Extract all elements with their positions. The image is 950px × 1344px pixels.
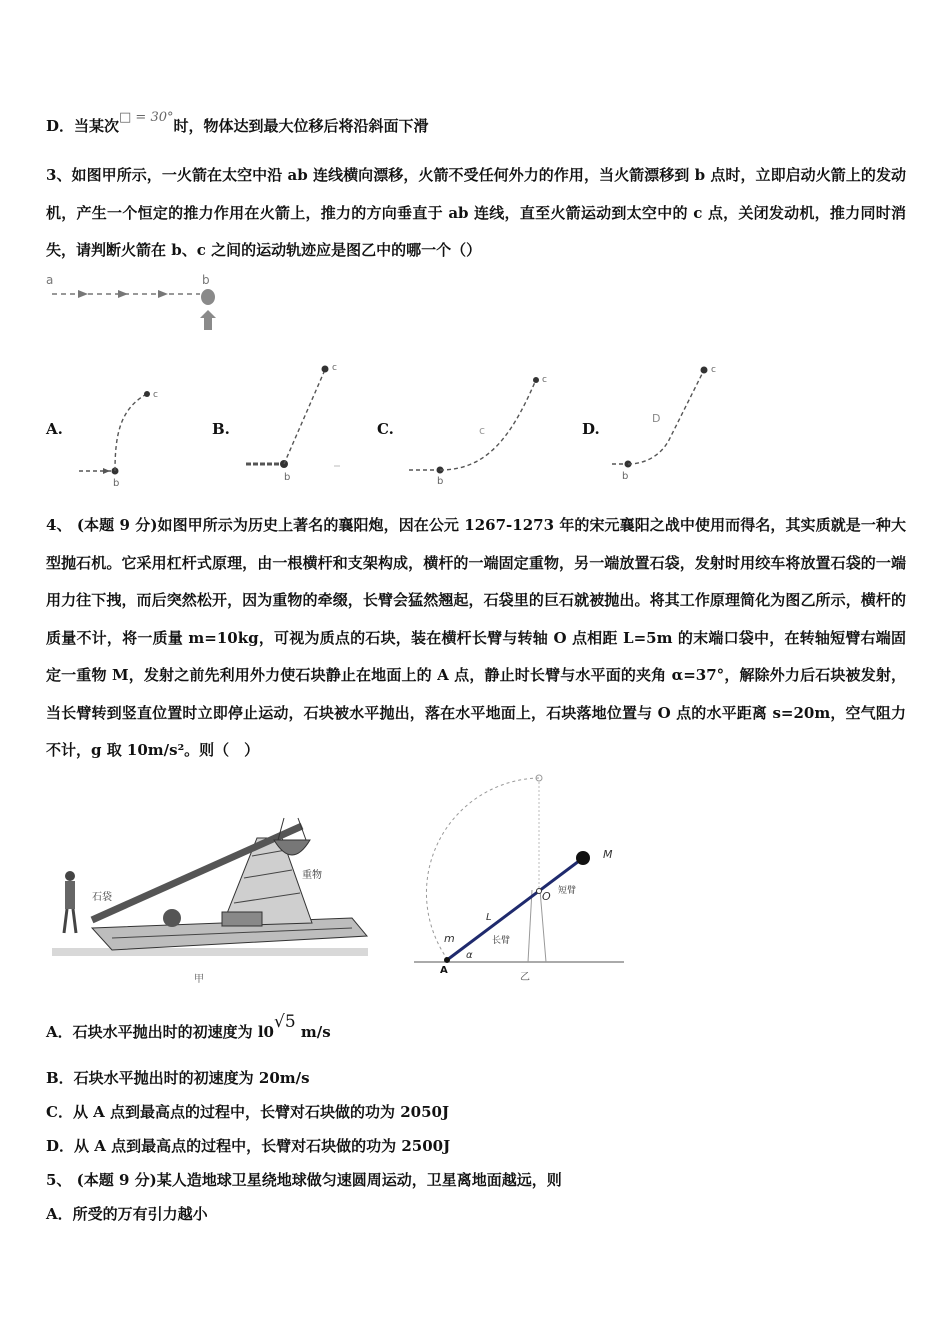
q3-arrow-1 — [78, 290, 88, 298]
q3-option-b-label[interactable]: B. — [212, 420, 230, 438]
q2-option-d — [46, 110, 429, 136]
q3-option-a-path[interactable] — [75, 385, 165, 490]
q4-figure-yi — [410, 770, 640, 985]
q2-option-d-prefix: D．当某次 — [46, 117, 120, 135]
q3-stem: 3、如图甲所示，一火箭在太空中沿 ab 连线横向漂移，火箭不受任何外力的作用，当火箭漂移到 b 点时，立即启动火箭上的发动机，产生一个恒定的推力作用在火箭上，推力的方向垂直于 ab 连线，直至火箭运动到太空中的 c 点，关闭发动机，推力同时消失，请判断火箭在 b、c 之间的运动轨迹应是图乙中的哪一个（） — [46, 166, 906, 259]
q4-label-M: M — [603, 848, 613, 861]
q4-label-alpha: α — [466, 950, 473, 961]
svg-text:c: c — [711, 365, 716, 375]
q3-option-b-path[interactable] — [242, 358, 352, 488]
q2-option-d-suffix: 时，物体达到最大位移后将沿斜面下滑 — [173, 117, 429, 135]
q5-stem: 5、 (本题 9 分)某人造地球卫星绕地球做匀速圆周运动，卫星离地面越远，则 — [46, 1171, 562, 1189]
q3-option-d-mark: D — [652, 412, 661, 425]
q4-option-c[interactable]: C．从 A 点到最高点的过程中，长臂对石块做的功为 2050J — [46, 1103, 450, 1121]
q4-label-O: O — [542, 890, 551, 903]
q4-option-d[interactable]: D．从 A 点到最高点的过程中，长臂对石块做的功为 2500J — [46, 1137, 451, 1155]
q3-rocket — [201, 289, 215, 305]
q4-figure-jia — [52, 808, 372, 988]
q3-option-c-path[interactable] — [405, 370, 555, 485]
svg-text:b: b — [284, 472, 291, 483]
q3-option-d-label[interactable]: D. — [582, 420, 600, 438]
q4-stem: 4、 (本题 9 分)如图甲所示为历史上著名的襄阳炮，因在公元 1267-1273 年的宋元襄阳之战中使用而得名，其实质就是一种大型抛石机。它采用杠杆式原理，由一根横杆和支架构成，横杆的一端固定重物，另一端放置石袋，发射时用绞车将放置石袋的一端用力往下拽，而后突然松开，因为重物的牵缀，长臂会猛然翘起，石袋里的巨石就被抛出。将其工作原理简化为图乙所示，横杆的质量不计，将一质量 m=10kg，可视为质点的石块，装在横杆长臂与转轴 O 点相距 L=5m 的末端口袋中，在转轴短臂右端固定一重物 M，发射之前先利用外力使石块静止在地面上的 A 点，静止时长臂与水平面的夹角 α=37°，解除外力后石块被发射，当长臂转到竖直位置时立即停止运动，石块被水平抛出，落在水平地面上，石块落地位置与 O 点的水平距离 s=20m，空气阻力不计，g 取 10m/s²。则（ ） — [46, 516, 906, 759]
q4-label-L: L — [486, 912, 492, 923]
q4-option-a-root: √5 — [274, 1012, 296, 1032]
svg-text:c: c — [542, 375, 547, 385]
svg-text:b: b — [437, 476, 444, 485]
q4-caption-jia: 甲 — [194, 974, 204, 985]
q3-arrow-3 — [158, 290, 168, 298]
q3-option-c-label[interactable]: C. — [377, 420, 394, 438]
q3-option-c-mark: c — [479, 424, 486, 437]
q3-arrow-2 — [118, 290, 128, 298]
svg-text:b: b — [113, 478, 120, 489]
q3-option-a-label[interactable]: A. — [46, 420, 63, 438]
q4-label-long-arm: 长臂 — [492, 936, 511, 946]
q4-label-short-arm: 短臂 — [558, 886, 577, 896]
q4-label-weight: 重物 — [302, 870, 322, 881]
q3-thrust-arrow — [200, 310, 216, 330]
q4-option-b[interactable]: B．石块水平抛出时的初速度为 20m/s — [46, 1069, 310, 1087]
svg-text:b: b — [622, 471, 629, 482]
q4-caption-yi: 乙 — [520, 972, 530, 983]
q4-label-m: m — [444, 932, 455, 945]
q5-option-a[interactable]: A．所受的万有引力越小 — [46, 1205, 208, 1223]
q2-option-d-formula: □ = 30° — [119, 110, 174, 125]
q4-label-bag: 石袋 — [92, 892, 112, 903]
svg-text:c: c — [153, 390, 158, 400]
q3-option-d-path[interactable] — [608, 358, 738, 483]
q3-label-b: b — [202, 273, 210, 287]
q4-label-A: A — [440, 965, 448, 976]
svg-text:c: c — [332, 363, 337, 373]
q3-label-a: a — [46, 273, 54, 287]
q3-figure-jia — [40, 270, 230, 340]
q4-option-a[interactable]: A．石块水平抛出时的初速度为 l0√5 m/s — [46, 1012, 331, 1041]
